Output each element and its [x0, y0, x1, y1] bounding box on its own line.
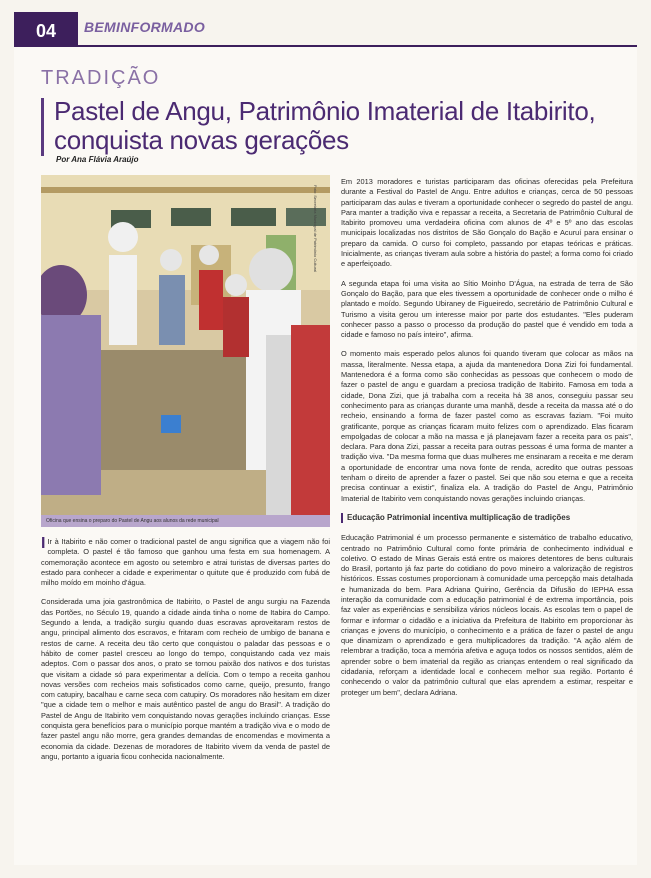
paragraph: Educação Patrimonial é um processo permanente e sistemático de trabalho educativo, centrado no Patrimônio Cultural como fonte primária de conhecimento individual e coletivo. O estado de Minas Gerais está entre os maiores detentores de bens culturais do Brasil, portanto já faz parte do cotidiano do povo mineiro a valorização de registros históricos. Essas costumes proporcionam à comunidade uma percepção mais detalhada e humanizada do bem. Para Adriana Quirino, Gerência da Difusão do IEPHA essa interação da comunidade com a educação patrimonial é de extrema importância, pois faz valer as experiências e sensibiliza vários núcleos locais. As escolas tem o papel de formar e informar o cidadão e a iniciativa da Prefeitura de Itabirito em proporcionar às crianças e jovens do município, o conhecimento e a prática de fazer o pastel de angu que dinamizam o aprendizado e gera multiplicadores da tradição. "A ação além de relembrar a tradição, toca a memória afetiva e aguça todos os nossos sentidos, além de aprender sobre o bem imaterial da região as crianças entendem o real significado da cidadania, reforçam a identidade local e conhecem melhor sua região. Portanto é conhecendo o valor da patrimônio cultural que elas aprendem a estimar, respeitar e proteger um bem", declara Adriana.	[341, 533, 633, 697]
paragraph-text: Ir à Itabirito e não comer o tradicional pastel de angu significa que a viagem não foi completa. O pastel é tão famoso que ganhou uma festa em sua homenagem. A comemoração acontece em agosto ou setembro e atrai turistas de diversas partes do estado para conhecer a cidade e experimentar o quitute que é produzido com fubá de milho moído em moinho d'água.	[41, 537, 330, 588]
paragraph: O momento mais esperado pelos alunos foi quando tiveram que colocar as mãos na massa, literalmente. Nessa etapa, a ajuda da mantenedora Dona Zizi foi fundamental. Mantenedora é a forma como são conhecidas as pessoas que conhecem o modo de fazer o pastel de angu e guardam a preciosa tradição de Itabirito. Famosa em toda a cidade, Dona Zizi, que já trabalha com a receita há 38 anos, conseguiu passar seu conhecimento para as crianças durante uma manhã, desde a receita da massa até o do recheio, ensinando a forma de fazer pastel como as escravas faziam. "Foi muito gratificante, porque as crianças ficaram muito felizes com o aprendizado. Elas ficaram empolgadas de colocar a mão na massa e já planejavam fazer a receita para os pais", declara. Para dona Zizi, passar a receita para outras pessoas é uma forma de manter a tradição viva. "Da mesma forma que duas mulheres me ensinaram a receita e me deram a oportunidade de encontrar uma nova fonte de renda, acredito que outras pessoas tenham o direito de aprender a fazer o pastel. Sei que não sou eterna e que a receita precisa continuar a existir", finaliza ela. A tradição do Pastel de Angu, Patrimônio Imaterial de Itabirito vem conquistando novas gerações incluindo crianças.	[341, 349, 633, 503]
article-page	[14, 47, 637, 865]
title-accent-bar	[41, 98, 44, 156]
paragraph: Considerada uma joia gastronômica de Itabirito, o Pastel de angu surgiu na Fazenda das Portões, no Século 19, quando a cidade ainda tinha o nome de Itabira do Campo. Segundo a lenda, a tradição surgiu quando duas escravas aproveitaram restos de angu, principal alimento dos escravos, e fritaram com recheio de umbigo de banana e restos de carne. A receita deu tão certo que conquistou o paladar das pessoas e o hábito de comer pastel cresceu ao longo do tempo, conquistando cada vez mais adeptos. Com o passar dos anos, o prato se tornou paixão dos nativos e dos turistas que visitam a cidade só para experimentar a delícia. Com o tempo a receita ganhou novas versões com recheios mais sofisticados como carne, queijo, presunto, frango com catupiry, bacalhau e carne seca com catupiry. Os moradores não hesitam em dizer "que a cidade tem o melhor e mais autêntico pastel de angu do Brasil". A tradição do Pastel de Angu de Itabirito vem conquistando novas gerações incluindo crianças. Esse conquista gera benefícios para o município porque mantém a tradição viva e o modo de fazer pastel angu não morre, gera grandes demandas de encomendas e movimenta a economia da cidade. Dezenas de moradores de Itabirito vivem da venda de pastel de angu, portanto a iguaria ficou conhecida nacionalmente.	[41, 597, 330, 761]
article-photo	[41, 175, 330, 515]
photo-credit: Foto: Secretaria Municipal de Patrimônio Cultural	[313, 185, 318, 273]
section-label: TRADIÇÃO	[41, 67, 161, 89]
paragraph: A segunda etapa foi uma visita ao Sítio Moinho D'Água, na estrada de terra de São Gonçalo do Bação, para que eles tivessem a oportunidade de conhecer onde o milho é plantado e moído. Segundo Ubiraney de Figueiredo, secretário de Patrimônio Cultural e Turismo a visita gerou um interesse maior por parte dos estudantes. "Eles puderam conhecer passo a passo o processo da produção do pastel que é vendido em toda a cidade e famoso no país inteiro", afirma.	[341, 278, 633, 340]
paragraph: Em 2013 moradores e turistas participaram das oficinas oferecidas pela Prefeitura durante a Festival do Pastel de Angu. Entre adultos e crianças, cerca de 50 pessoas participaram das aulas e tiveram a oportunidade conhecer o segredo do pastel de angu. Para manter a tradição viva e repassar a receita, a Secretaria de Patrimônio Cultural de Itabirito promoveu uma verdadeira oficina com alunos de 4º e 5º ano das escolas municipais localizadas nos distritos de São Gonçalo do Bação e Acuruí para ensinar o preparo da camida. O curso foi completo, passando por etapas teóricas e práticas. Inicialmente, as crianças tiveram aula sobre a história do pastel; a forma como foi criado e aperfeiçoado.	[341, 177, 633, 269]
brand-name: BEMINFORMADO	[84, 19, 206, 35]
article-title: Pastel de Angu, Patrimônio Imaterial de Itabirito, conquista novas gerações	[54, 96, 596, 155]
photo-caption: Oficina que ensina o preparo do Pastel de Angu aos alunos da rede municipal	[46, 518, 219, 524]
subheading: Educação Patrimonial incentiva multiplicação de tradições	[341, 513, 633, 523]
drop-cap: I	[41, 535, 46, 552]
left-column	[41, 537, 330, 771]
byline: Por Ana Flávia Araújo	[56, 155, 139, 164]
page-header	[14, 7, 637, 47]
paragraph	[41, 537, 330, 588]
right-column	[341, 177, 633, 707]
page-number: 04	[14, 12, 78, 47]
